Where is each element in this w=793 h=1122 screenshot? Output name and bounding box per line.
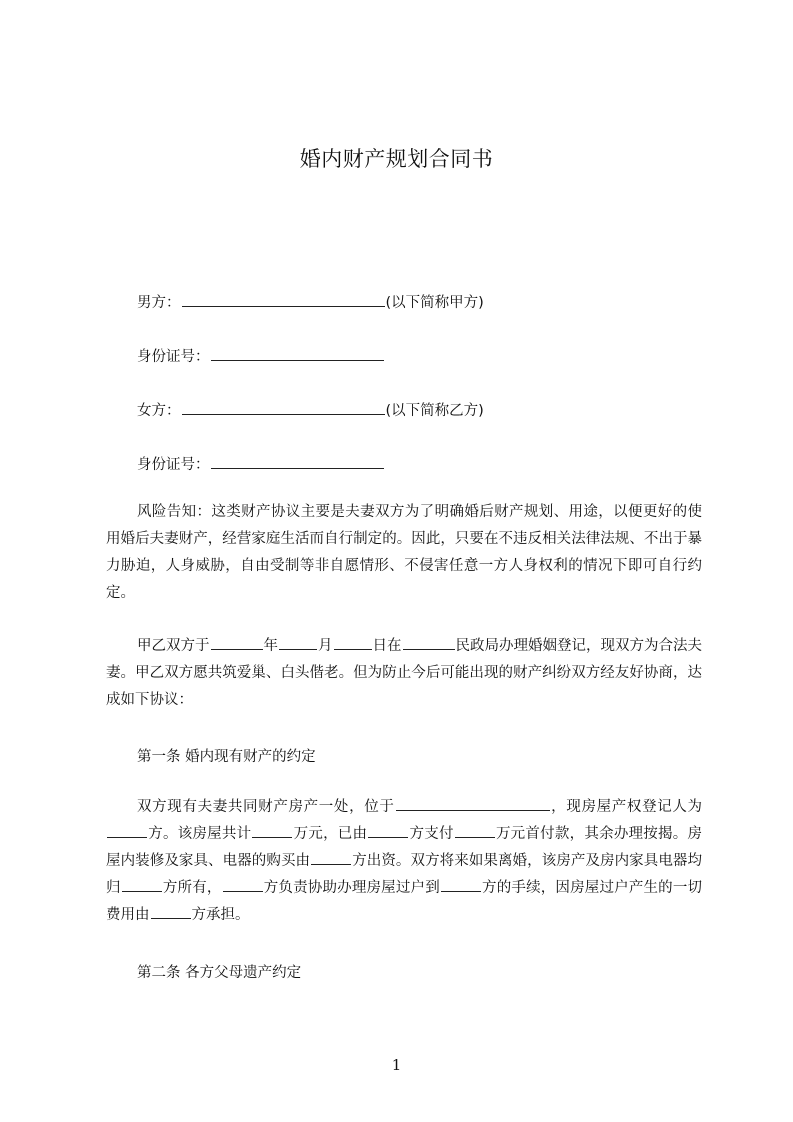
male-id-line xyxy=(137,345,385,366)
female-id-blank xyxy=(211,453,384,469)
male-id-label: 身份证号： xyxy=(137,349,210,365)
article-1-heading: 第一条 婚内现有财产的约定 xyxy=(137,749,316,765)
male-id-blank xyxy=(211,345,384,361)
page-number: 1 xyxy=(391,1056,402,1074)
male-party-line xyxy=(137,291,484,312)
article-1-paragraph: 双方现有夫妻共同财产房产一处，位于 ，现房屋产权登记人为方。该房屋共计 万元，已由 方支付 万元首付款，其余办理按揭。房屋内装修及家具、电器的购买由 方出资。双方将来如果离婚，该房产及房内家具电器均归 方所有， 方负责协助办理房屋过户到 方的手续，因房屋过户产生的一切费用由 方承担。 xyxy=(106,794,702,929)
bureau-blank xyxy=(403,634,455,650)
transfer-helper-blank xyxy=(223,876,263,892)
male-label: 男方： xyxy=(137,295,181,311)
female-id-line xyxy=(137,453,385,474)
female-id-label: 身份证号： xyxy=(137,457,210,473)
month-blank xyxy=(279,634,317,650)
owner-blank xyxy=(122,876,162,892)
female-suffix: (以下简称乙方) xyxy=(385,403,484,419)
male-suffix: (以下简称甲方) xyxy=(385,295,484,311)
payer-blank xyxy=(368,822,408,838)
female-name-blank xyxy=(182,399,385,415)
female-label: 女方： xyxy=(137,403,181,419)
risk-notice-paragraph: 风险告知：这类财产协议主要是夫妻双方为了明确婚后财产规划、用途，以便更好的使用婚后夫妻财产，经营家庭生活而自行制定的。因此，只要在不违反相关法律法规、不出于暴力胁迫，人身威胁，自由受制等非自愿情形、不侵害任意一方人身权利的情况下即可自行约定。 xyxy=(106,504,702,601)
article-2-heading: 第二条 各方父母遗产约定 xyxy=(137,965,302,981)
male-name-blank xyxy=(182,291,385,307)
year-blank xyxy=(211,634,263,650)
female-party-line xyxy=(137,399,484,420)
fee-payer-blank xyxy=(151,903,191,919)
location-blank xyxy=(396,795,550,811)
intro-paragraph: 甲乙双方于 年 月 日在 民政局办理婚姻登记，现双方为合法夫妻。甲乙双方愿共筑爱巢、白头偕老。但为防止今后可能出现的财产纠纷双方经友好协商，达成如下协议： xyxy=(106,633,702,714)
registrant-blank xyxy=(107,822,147,838)
total-price-blank xyxy=(252,822,292,838)
day-blank xyxy=(334,634,372,650)
furnishing-payer-blank xyxy=(311,849,351,865)
transfer-target-blank xyxy=(441,876,481,892)
down-payment-blank xyxy=(455,822,495,838)
document-title: 婚内财产规划合同书 xyxy=(299,147,494,171)
